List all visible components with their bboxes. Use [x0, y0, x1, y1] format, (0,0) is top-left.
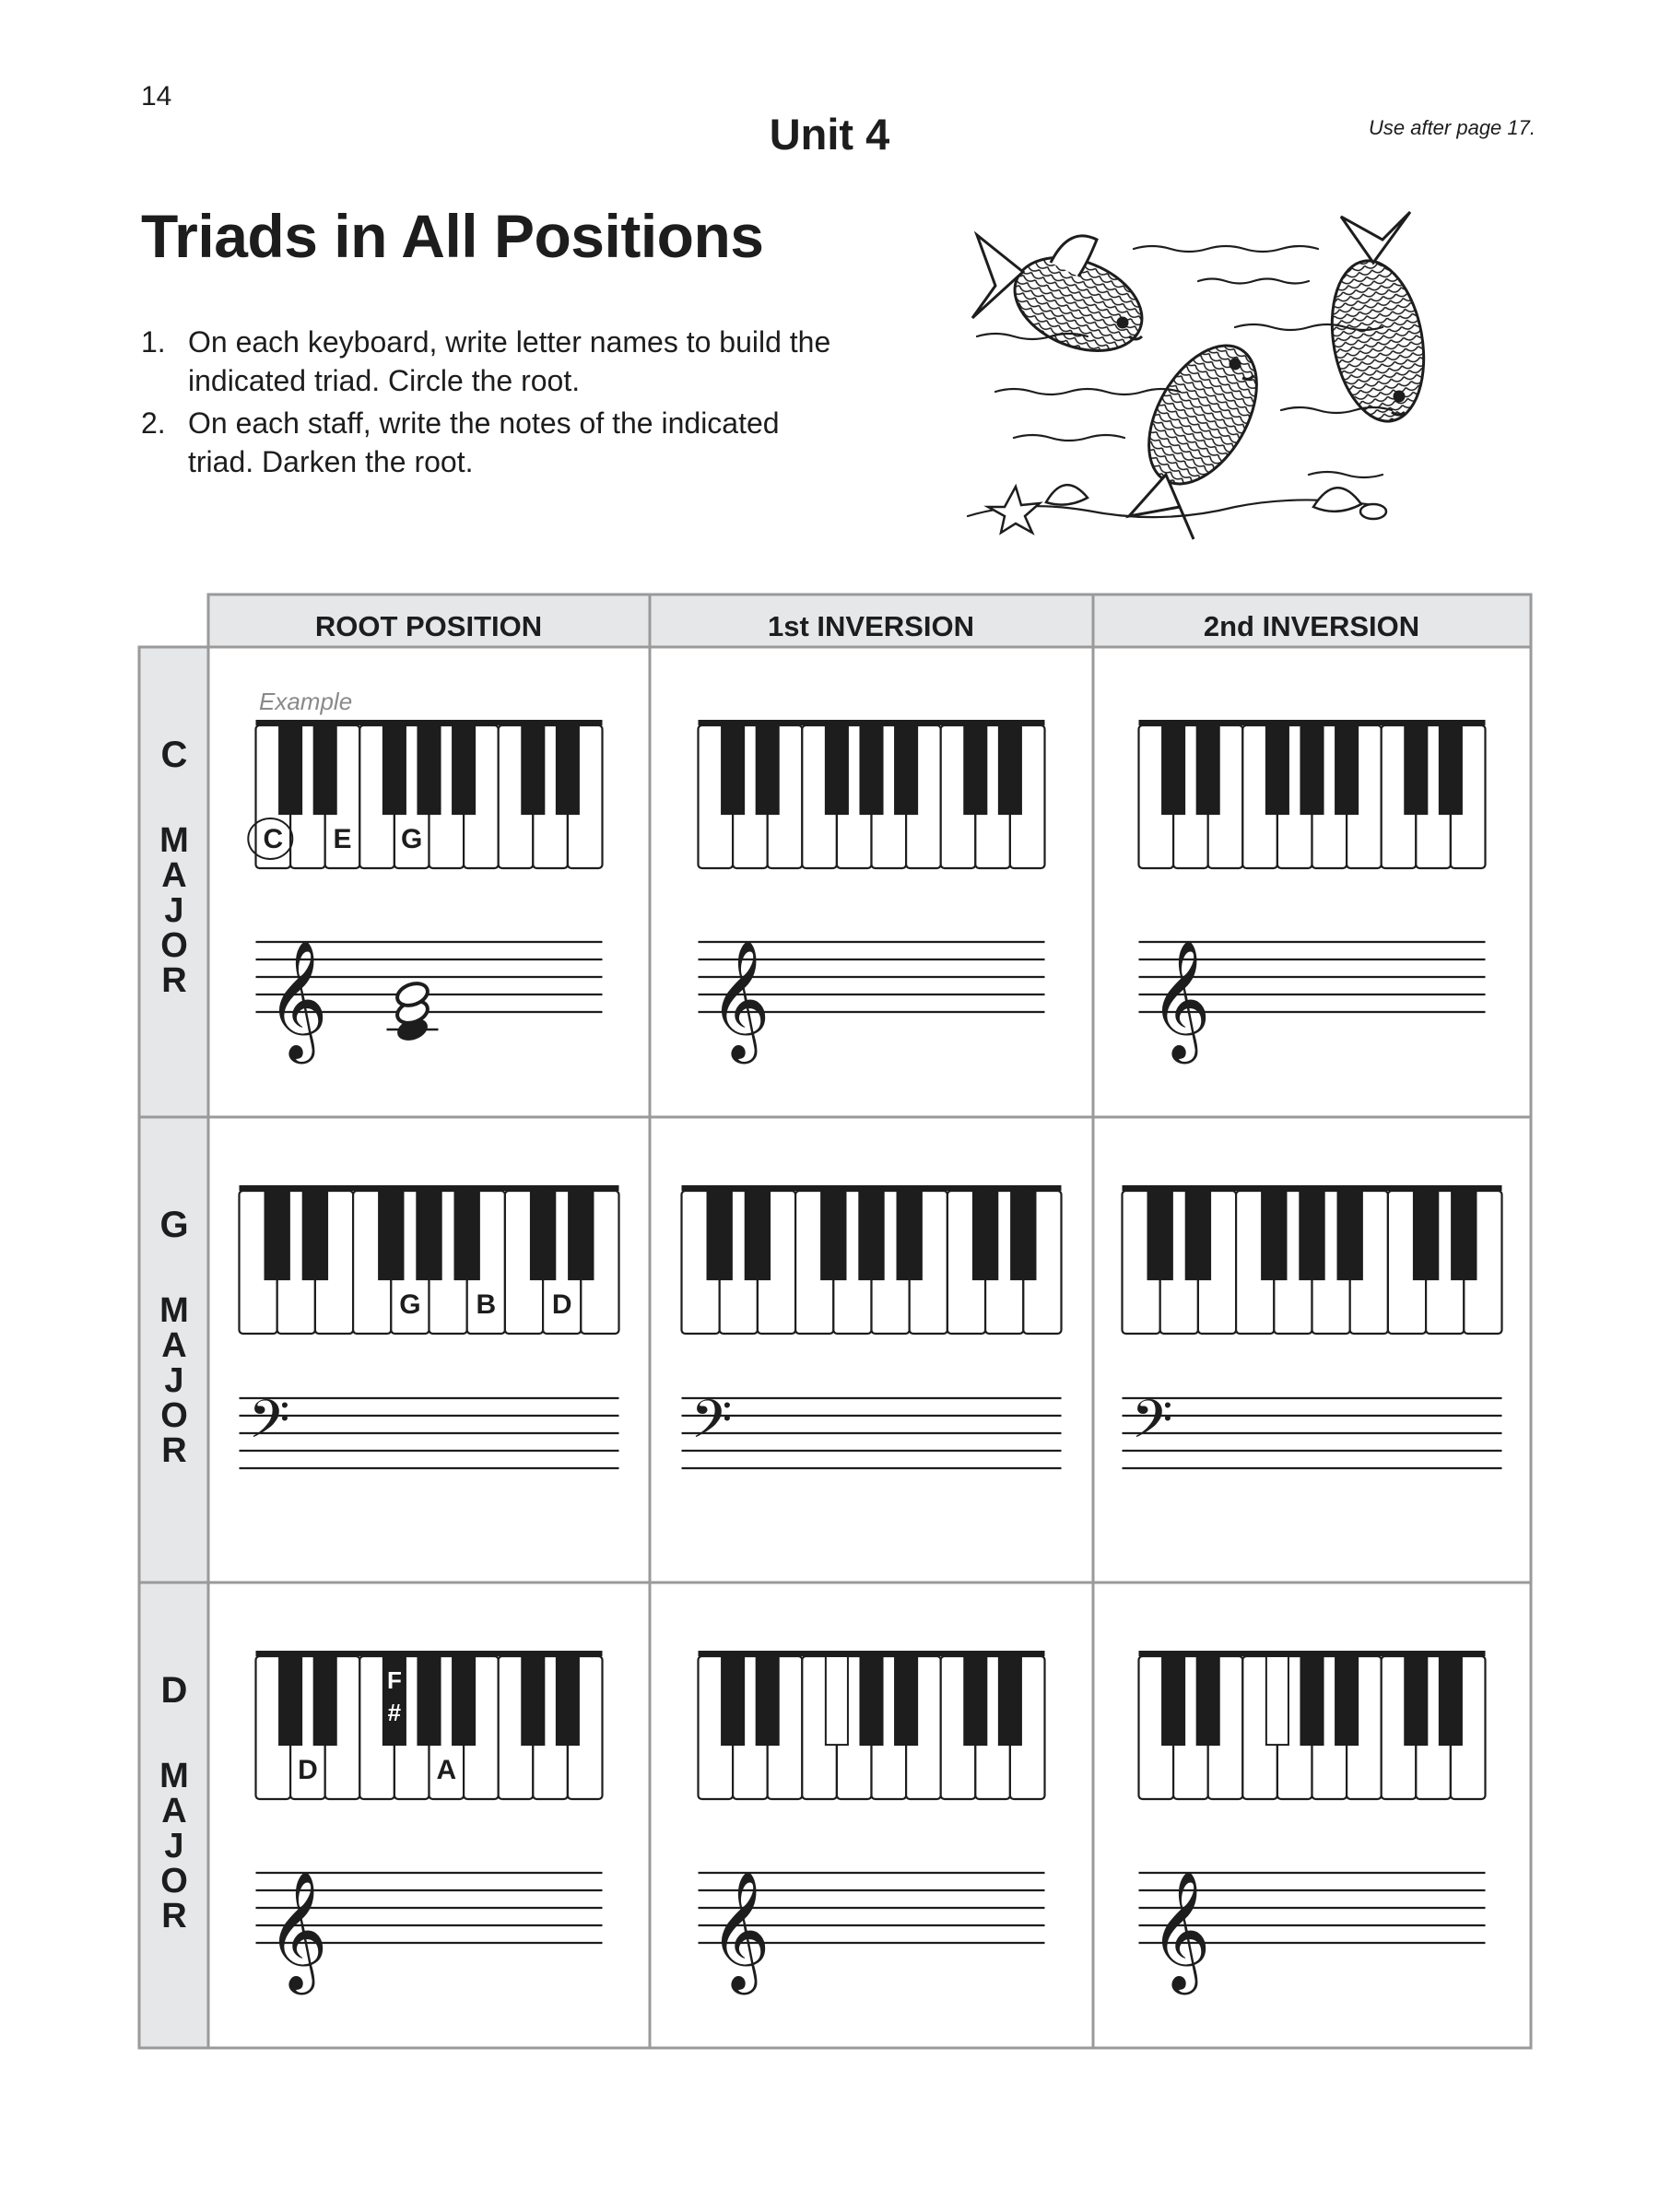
instruction-number: 1. — [141, 325, 166, 359]
black-key-a-sharp[interactable] — [453, 1656, 475, 1745]
black-key-d-sharp[interactable] — [757, 725, 779, 814]
black-key-f-sharp[interactable] — [379, 1191, 403, 1279]
black-key-d-sharp[interactable] — [1452, 1191, 1476, 1279]
black-key-c-sharp[interactable] — [279, 1656, 301, 1745]
chord-word-letter: A — [161, 1326, 187, 1365]
piano-keyboard[interactable] — [240, 1185, 619, 1334]
bass-clef-icon: 𝄢 — [690, 1388, 733, 1464]
header-root-position: ROOT POSITION — [314, 610, 543, 642]
header-2nd-inversion: 2nd INVERSION — [1203, 610, 1420, 642]
black-key-f-sharp[interactable] — [1266, 725, 1288, 814]
black-key-c-sharp[interactable] — [964, 1656, 986, 1745]
black-key-c-sharp[interactable] — [1162, 1656, 1184, 1745]
black-key-c-sharp[interactable] — [708, 1191, 732, 1279]
black-key-g-sharp[interactable] — [1300, 725, 1323, 814]
black-key-c-sharp[interactable] — [1148, 1191, 1172, 1279]
black-key-c-sharp[interactable] — [973, 1191, 997, 1279]
key-label: G — [401, 824, 423, 854]
key-label: F — [386, 1666, 402, 1694]
unit-heading: Unit 4 — [769, 110, 890, 159]
piano-keyboard[interactable] — [682, 1185, 1062, 1334]
chord-word-letter: M — [159, 1757, 189, 1795]
piano-keyboard[interactable] — [699, 1651, 1045, 1799]
black-key-a-sharp[interactable] — [455, 1191, 479, 1279]
instruction-text: On each staff, write the notes of the indicated triad. Darken the root. — [188, 406, 780, 478]
chord-side-label — [159, 1670, 189, 1936]
black-key-f-sharp[interactable] — [1266, 1656, 1288, 1745]
black-key-a-sharp[interactable] — [898, 1191, 922, 1279]
black-key-d-sharp[interactable] — [746, 1191, 770, 1279]
page-number: 14 — [141, 81, 172, 112]
black-key-d-sharp[interactable] — [557, 725, 579, 814]
chord-word-letter: A — [161, 1792, 187, 1830]
key-label: G — [399, 1289, 421, 1320]
black-key-a-sharp[interactable] — [895, 1656, 917, 1745]
header-1st-inversion: 1st INVERSION — [768, 610, 974, 642]
chord-word-letter: M — [159, 821, 189, 860]
instruction-text: On each keyboard, write letter names to build the indicated triad. Circle the root. — [188, 325, 831, 397]
chord-word-letter: O — [160, 1862, 188, 1900]
black-key-d-sharp[interactable] — [557, 1656, 579, 1745]
chord-word-letter: R — [161, 961, 187, 1000]
piano-keyboard[interactable] — [699, 720, 1045, 868]
piano-keyboard[interactable] — [256, 1651, 603, 1799]
black-key-d-sharp[interactable] — [303, 1191, 327, 1279]
black-key-g-sharp[interactable] — [1300, 1191, 1324, 1279]
piano-keyboard[interactable] — [1139, 1651, 1486, 1799]
black-key-d-sharp[interactable] — [1011, 1191, 1035, 1279]
treble-clef-icon: 𝄞 — [709, 1870, 771, 1990]
chord-letter: C — [160, 735, 188, 775]
piano-keyboard[interactable] — [248, 720, 602, 868]
black-key-c-sharp[interactable] — [1414, 1191, 1438, 1279]
black-key-d-sharp[interactable] — [314, 1656, 336, 1745]
chord-word-letter: J — [164, 1361, 184, 1400]
chord-word-letter: R — [161, 1431, 187, 1470]
black-key-g-sharp[interactable] — [860, 1656, 882, 1745]
chord-word-letter: J — [164, 1827, 184, 1865]
chord-side-label — [159, 1205, 189, 1470]
example-label: Example — [259, 688, 353, 715]
key-label: B — [476, 1289, 497, 1320]
bass-clef-icon: 𝄢 — [248, 1388, 290, 1464]
black-key-d-sharp[interactable] — [314, 725, 336, 814]
black-key-g-sharp[interactable] — [417, 1191, 441, 1279]
black-key-c-sharp[interactable] — [722, 1656, 744, 1745]
black-key-d-sharp[interactable] — [569, 1191, 593, 1279]
key-label: E — [333, 824, 352, 854]
chord-word-letter: R — [161, 1897, 187, 1936]
treble-clef-icon: 𝄞 — [266, 1870, 328, 1990]
black-key-d-sharp[interactable] — [1440, 1656, 1462, 1745]
key-label-sharp: # — [387, 1699, 402, 1726]
chord-word-letter: A — [161, 856, 187, 895]
treble-clef-icon: 𝄞 — [1149, 939, 1211, 1059]
key-label: D — [298, 1755, 318, 1785]
black-key-a-sharp[interactable] — [1338, 1191, 1362, 1279]
black-key-c-sharp[interactable] — [1405, 1656, 1427, 1745]
black-key-c-sharp[interactable] — [279, 725, 301, 814]
page-title: Triads in All Positions — [141, 202, 764, 270]
black-key-c-sharp[interactable] — [522, 725, 544, 814]
black-key-g-sharp[interactable] — [418, 1656, 440, 1745]
key-label: A — [436, 1755, 457, 1785]
black-key-d-sharp[interactable] — [757, 1656, 779, 1745]
bass-clef-icon: 𝄢 — [1131, 1388, 1173, 1464]
black-key-f-sharp[interactable] — [1262, 1191, 1286, 1279]
black-key-c-sharp[interactable] — [1162, 725, 1184, 814]
black-key-g-sharp[interactable] — [859, 1191, 883, 1279]
black-key-c-sharp[interactable] — [522, 1656, 544, 1745]
treble-clef-icon: 𝄞 — [266, 939, 328, 1059]
treble-clef-icon: 𝄞 — [709, 939, 771, 1059]
black-key-a-sharp[interactable] — [453, 725, 475, 814]
chord-word-letter: J — [164, 891, 184, 930]
chord-side-label — [159, 735, 189, 1000]
black-key-f-sharp[interactable] — [383, 725, 406, 814]
black-key-d-sharp[interactable] — [999, 1656, 1021, 1745]
key-label: C — [263, 824, 284, 854]
black-key-d-sharp[interactable] — [1197, 725, 1219, 814]
piano-keyboard[interactable] — [1123, 1185, 1502, 1334]
black-key-a-sharp[interactable] — [1335, 725, 1358, 814]
black-key-c-sharp[interactable] — [964, 725, 986, 814]
black-key-a-sharp[interactable] — [1335, 1656, 1358, 1745]
instruction-number: 2. — [141, 406, 166, 440]
chord-letter: G — [159, 1205, 189, 1245]
black-key-c-sharp[interactable] — [265, 1191, 289, 1279]
black-key-f-sharp[interactable] — [821, 1191, 845, 1279]
chord-word-letter: O — [160, 1396, 188, 1435]
chord-letter: D — [160, 1670, 188, 1711]
black-key-c-sharp[interactable] — [722, 725, 744, 814]
treble-clef-icon: 𝄞 — [1149, 1870, 1211, 1990]
black-key-f-sharp[interactable] — [826, 1656, 848, 1745]
black-key-d-sharp[interactable] — [1197, 1656, 1219, 1745]
black-key-d-sharp[interactable] — [1186, 1191, 1210, 1279]
key-label: D — [551, 1289, 572, 1320]
black-key-a-sharp[interactable] — [895, 725, 917, 814]
use-after-note: Use after page 17. — [1368, 116, 1535, 139]
black-key-c-sharp[interactable] — [531, 1191, 555, 1279]
black-key-d-sharp[interactable] — [1440, 725, 1462, 814]
black-key-c-sharp[interactable] — [1405, 725, 1427, 814]
black-key-g-sharp[interactable] — [860, 725, 882, 814]
chord-word-letter: M — [159, 1291, 189, 1330]
black-key-d-sharp[interactable] — [999, 725, 1021, 814]
black-key-f-sharp[interactable] — [826, 725, 848, 814]
black-key-g-sharp[interactable] — [418, 725, 440, 814]
chord-word-letter: O — [160, 926, 188, 965]
piano-keyboard[interactable] — [1139, 720, 1486, 868]
black-key-g-sharp[interactable] — [1300, 1656, 1323, 1745]
